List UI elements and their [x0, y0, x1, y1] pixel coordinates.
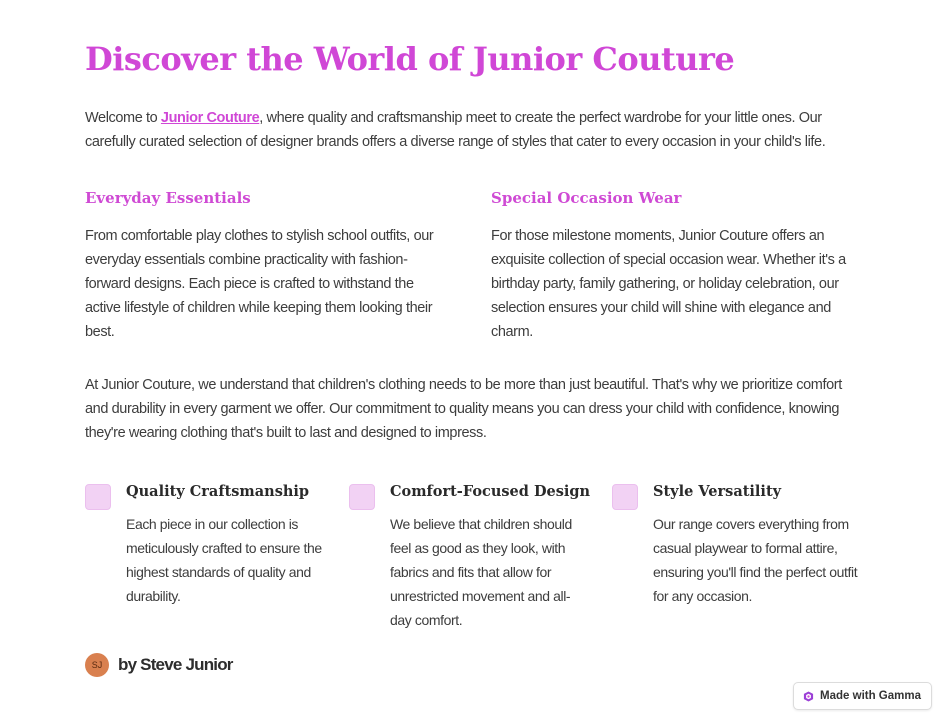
intro-prefix: Welcome to — [85, 110, 161, 126]
intro-paragraph — [85, 106, 830, 154]
everyday-essentials-text: From comfortable play clothes to stylish school outfits, our everyday essentials combine practicality with fashion-forward designs. Each piece is crafted to withstand the active lifestyle of children while keeping them looking their best. — [85, 228, 434, 340]
gamma-logo-icon — [803, 691, 814, 702]
made-with-gamma-button[interactable] — [793, 682, 932, 710]
intro-suffix: , where quality and craftsmanship meet to create the perfect wardrobe for your little ones. Our carefully curated selection of designer brands offers a diverse range of styles that cater to every occasion in your child's life. — [85, 110, 826, 150]
feature-square-icon — [612, 484, 638, 510]
page-title: Discover the World of Junior Couture — [85, 40, 735, 78]
feature-title: Quality Craftsmanship — [126, 483, 310, 500]
junior-couture-link[interactable]: Junior Couture — [160, 110, 260, 126]
feature-text: Each piece in our collection is meticulously crafted to ensure the highest standards of quality and durability. — [126, 516, 322, 604]
special-occasion-text: For those milestone moments, Junior Couture offers an exquisite collection of special occasion wear. Whether it's a birthday party, family gathering, or holiday celebration, our selection ensures your child will shine with elegance and charm. — [491, 228, 846, 340]
feature-square-icon — [349, 484, 375, 510]
commitment-paragraph: At Junior Couture, we understand that children's clothing needs to be more than just beautiful. That's why we prioritize comfort and durability in every garment we offer. Our commitment to quality means you can dress your child with confidence, knowing they're wearing clothing that's built to last and designed to impress. — [85, 377, 842, 441]
feature-text: We believe that children should feel as good as they look, with fabrics and fits that allow for unrestricted movement and all-day comfort. — [390, 516, 572, 628]
made-with-gamma-label: Made with Gamma — [820, 690, 921, 702]
avatar: SJ — [85, 653, 109, 677]
author-byline — [85, 653, 233, 677]
everyday-essentials-heading: Everyday Essentials — [85, 189, 251, 207]
feature-title: Comfort-Focused Design — [390, 483, 591, 500]
feature-square-icon — [85, 484, 111, 510]
feature-title: Style Versatility — [653, 483, 782, 500]
author-name: by Steve Junior — [118, 655, 233, 674]
feature-text: Our range covers everything from casual playwear to formal attire, ensuring you'll find the perfect outfit for any occasion. — [653, 516, 858, 604]
special-occasion-heading: Special Occasion Wear — [491, 189, 682, 207]
